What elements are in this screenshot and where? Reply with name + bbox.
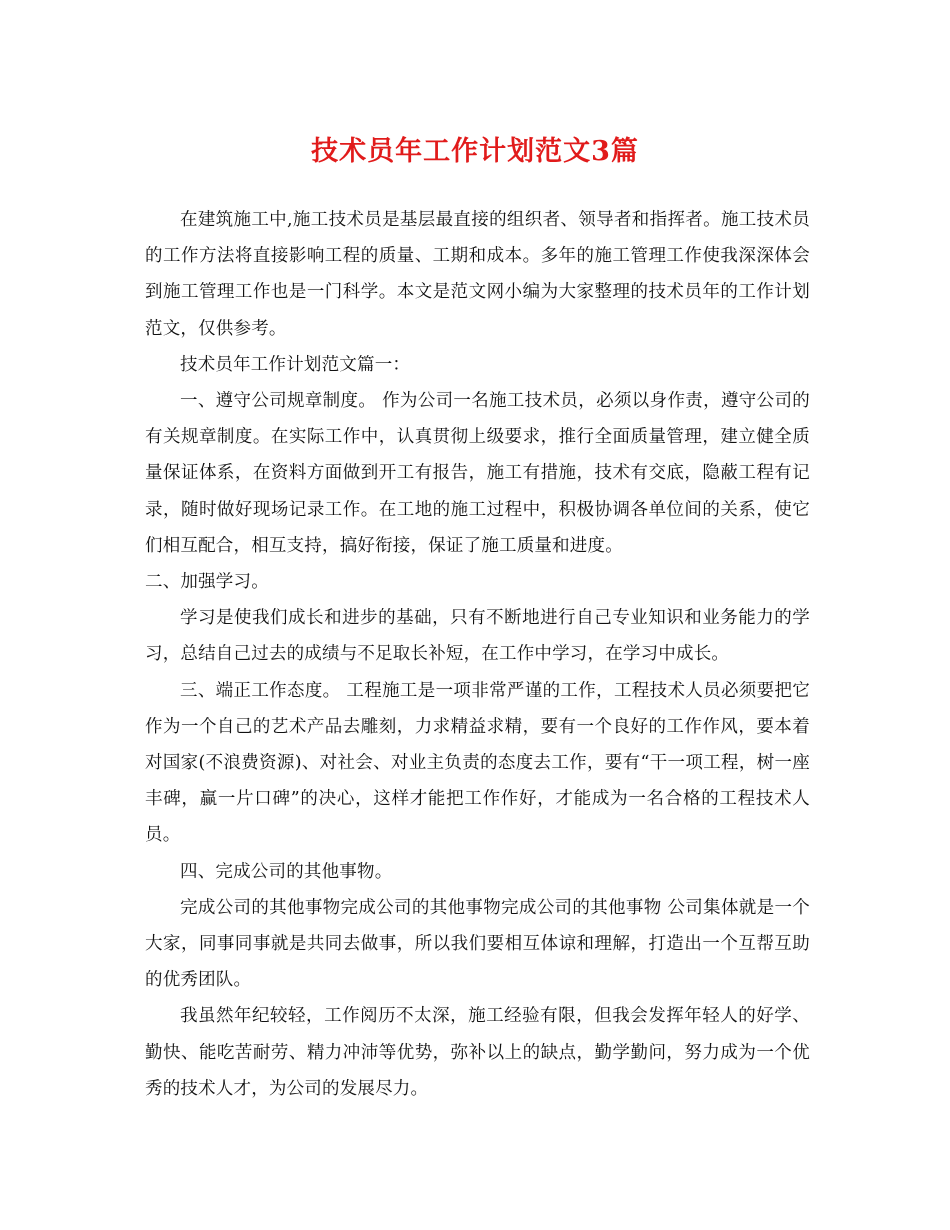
paragraph: 三、端正工作态度。 工程施工是一项非常严谨的工作，工程技术人员必须要把它作为一个自己的艺术产品去雕刻，力求精益求精，要有一个良好的工作作风，要本着对国家(不浪费资源)、对社会、对业主负责的态度去工作，要有“干一项工程，树一座丰碑，赢一片口碑”的决心，这样才能把工作作好，才能成为一名合格的工程技术人员。 <box>145 680 810 846</box>
paragraph: 一、遵守公司规章制度。 作为公司一名施工技术员，必须以身作责，遵守公司的有关规章制度。在实际工作中，认真贯彻上级要求，推行全面质量管理，建立健全质量保证体系，在资料方面做到开工有报告，施工有措施，技术有交底，隐蔽工程有记录，随时做好现场记录工作。在工地的施工过程中，积极协调各单位间的关系，使它们相互配合，相互支持，搞好衔接，保证了施工质量和进度。 <box>145 391 810 556</box>
paragraph: 技术员年工作计划范文篇一： <box>180 354 411 375</box>
document-body <box>145 202 810 1107</box>
paragraph: 我虽然年纪较轻，工作阅历不太深，施工经验有限，但我会发挥年轻人的好学、勤快、能吃苦耐劳、精力冲沛等优势，弥补以上的缺点，勤学勤问，努力成为一个优秀的技术人才，为公司的发展尽力。 <box>145 1006 810 1099</box>
paragraph: 在建筑施工中,施工技术员是基层最直接的组织者、领导者和指挥者。施工技术员的工作方法将直接影响工程的质量、工期和成本。多年的施工管理工作使我深深体会到施工管理工作也是一门科学。本文是范文网小编为大家整理的技术员年的工作计划范文，仅供参考。 <box>145 210 810 339</box>
paragraph: 四、完成公司的其他事物。 <box>180 861 393 882</box>
document-title: 技术员年工作计划范文3篇 <box>311 136 639 167</box>
paragraph: 二、加强学习。 <box>145 572 269 593</box>
paragraph: 完成公司的其他事物完成公司的其他事物完成公司的其他事物 公司集体就是一个大家，同事同事就是共同去做事，所以我们要相互体谅和理解，打造出一个互帮互助的优秀团队。 <box>145 897 810 991</box>
paragraph: 学习是使我们成长和进步的基础，只有不断地进行自己专业知识和业务能力的学习，总结自己过去的成绩与不足取长补短，在工作中学习，在学习中成长。 <box>145 608 810 665</box>
